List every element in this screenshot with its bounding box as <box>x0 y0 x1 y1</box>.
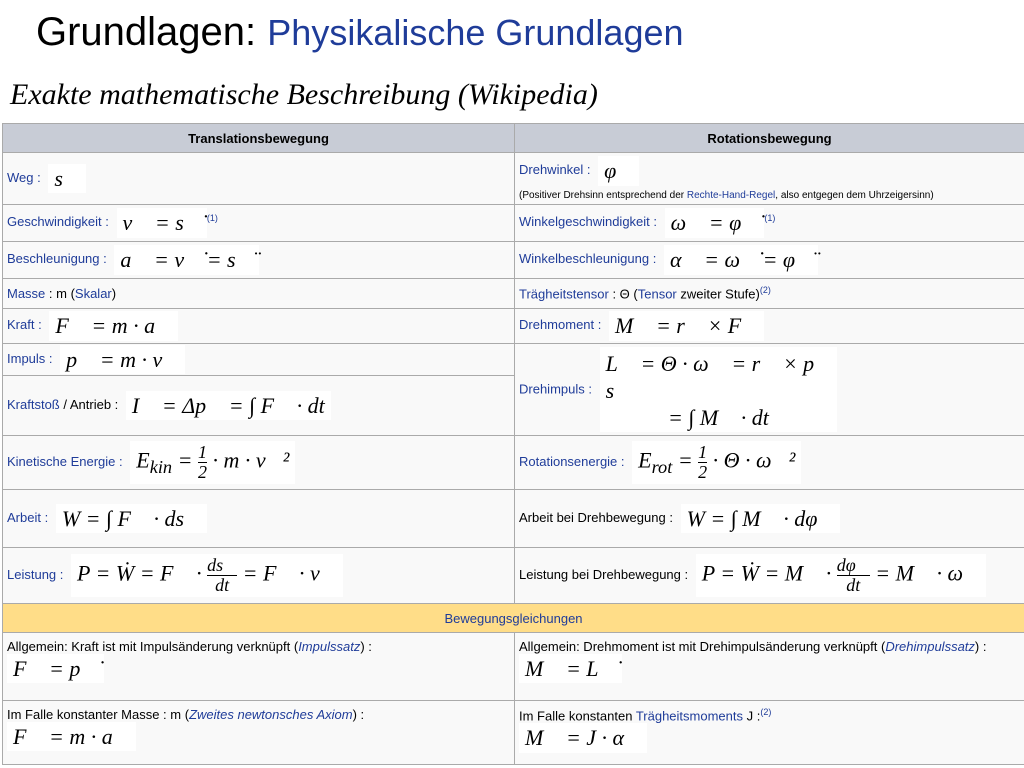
link-arbeit[interactable]: Arbeit : <box>7 509 49 525</box>
link-geschwindigkeit[interactable]: Geschwindigkeit : <box>7 214 109 230</box>
link-impulssatz[interactable]: Impulssatz <box>298 639 361 654</box>
link-rotationsenergie[interactable]: Rotationsenergie : <box>519 453 625 469</box>
footnote-2[interactable]: (2) <box>760 707 772 717</box>
formula-drehimpulssatz: M⃗ = L⃗̇ <box>519 654 622 683</box>
link-masse[interactable]: Masse <box>7 286 46 301</box>
link-drehimpuls[interactable]: Drehimpuls : <box>519 380 592 396</box>
formula-leistung: P = Ẇ = F⃗ · $\frac{ds⃗}{dt}$ = F⃗ · v⃗ <box>71 554 343 597</box>
cell-arbeit-drehbewegung <box>515 490 1024 548</box>
formula-drehimpuls: L⃗ = Θ · ω⃗ = r⃗ × p⃗ s = ∫ M⃗ · dt <box>600 347 838 433</box>
link-tensor[interactable]: Tensor <box>637 286 677 302</box>
link-impuls[interactable]: Impuls : <box>7 350 53 366</box>
cell-drehimpuls <box>515 344 1024 436</box>
formula-weg: s⃗ <box>48 164 86 193</box>
label-arbeit-drehbewegung: Arbeit bei Drehbewegung : <box>519 509 673 525</box>
formula-kinetische-energie: $E_{kin}$ = $\frac{1}{2}$ · m · v⃗² <box>130 441 295 484</box>
footnote-2[interactable]: (2) <box>759 285 771 296</box>
link-kinetische-energie[interactable]: Kinetische Energie : <box>7 453 123 469</box>
formula-rotationsenergie: $E_{rot}$ = $\frac{1}{2}$ · Θ · ω⃗² <box>632 441 801 484</box>
cell-drehimpulssatz: Allgemein: Drehmoment ist mit Drehimpulsänderung verknüpft (Drehimpulssatz) : M⃗ = L⃗̇ <box>515 633 1024 701</box>
formula-impuls: p⃗ = m · v⃗ <box>60 345 185 374</box>
header-rotation: Rotationsbewegung <box>515 124 1024 153</box>
section-bewegungsgleichungen: Bewegungsgleichungen <box>3 604 1024 633</box>
cell-leistung-drehbewegung <box>515 548 1024 604</box>
link-traegheitstensor[interactable]: Trägheitstensor <box>519 286 609 302</box>
cell-impulssatz: Allgemein: Kraft ist mit Impulsänderung verknüpft (Impulssatz) : F⃗ = p⃗̇ <box>3 633 515 701</box>
link-winkelbeschleunigung[interactable]: Winkelbeschleunigung : <box>519 251 657 267</box>
cell-weg <box>3 153 515 205</box>
formula-kraftstoss: I⃗ = Δp⃗ = ∫ F⃗ · dt <box>126 391 331 420</box>
cell-traegheitsmoment: Im Falle konstanten Trägheitsmoments J :$^{(2)}$ M⃗ = J · α⃗ <box>515 701 1024 765</box>
cell-winkelgeschwindigkeit <box>515 205 1024 242</box>
cell-arbeit <box>3 490 515 548</box>
cell-masse: Masse : m (Skalar) <box>3 279 515 309</box>
formula-winkelgeschwindigkeit: ω⃗ = φ⃗̇ <box>665 208 765 237</box>
link-winkelgeschwindigkeit[interactable]: Winkelgeschwindigkeit : <box>519 214 658 230</box>
label-leistung-drehbewegung: Leistung bei Drehbewegung : <box>519 566 689 582</box>
formula-drehmoment: M⃗ = r⃗ × F⃗ <box>609 311 764 340</box>
cell-winkelbeschleunigung <box>515 242 1024 279</box>
formula-traegheitsmoment: M⃗ = J · α⃗ <box>519 723 647 752</box>
formula-winkelbeschleunigung: α⃗ = ω⃗̇ = φ⃗̈ <box>664 245 818 274</box>
link-drehimpulssatz[interactable]: Drehimpulssatz <box>885 639 975 654</box>
link-kraft[interactable]: Kraft : <box>7 317 42 333</box>
footnote-1[interactable]: (1) <box>764 213 776 224</box>
formula-arbeit: W = ∫ F⃗ · ds⃗ <box>56 504 207 533</box>
formula-arbeit-drehbewegung: W = ∫ M⃗ · dφ⃗ <box>681 504 841 533</box>
link-leistung[interactable]: Leistung : <box>7 566 64 582</box>
footnote-1[interactable]: (1) <box>206 213 218 224</box>
formula-drehimpuls-s: s <box>605 377 615 403</box>
cell-kraft <box>3 309 515 344</box>
slide-title <box>36 10 684 55</box>
formula-impulssatz: F⃗ = p⃗̇ <box>7 654 104 683</box>
formula-kraft: F⃗ = m · a⃗ <box>49 311 178 340</box>
cell-impuls <box>3 344 515 376</box>
formula-newton: F⃗ = m · a⃗ <box>7 722 136 751</box>
cell-beschleunigung <box>3 242 515 279</box>
cell-kinetische-energie <box>3 436 515 490</box>
title-sub: Physikalische Grundlagen <box>267 12 684 53</box>
title-main: Grundlagen: <box>36 10 257 54</box>
link-drehmoment[interactable]: Drehmoment : <box>519 317 602 333</box>
formula-drehwinkel: φ⃗ <box>598 156 639 185</box>
link-rechte-hand-regel[interactable]: Rechte-Hand-Regel <box>686 189 776 201</box>
slide-subtitle: Exakte mathematische Beschreibung (Wikipedia) <box>10 78 598 111</box>
link-zweites-newtonsches-axiom[interactable]: Zweites newtonsches Axiom <box>189 707 353 722</box>
formula-geschwindigkeit: v⃗ = s⃗̇ <box>117 208 207 237</box>
drehwinkel-note: (Positiver Drehsinn entsprechend der Rechte-Hand-Regel, also entgegen dem Uhrzeigersinn) <box>519 189 934 201</box>
link-skalar[interactable]: Skalar <box>74 286 112 301</box>
cell-leistung <box>3 548 515 604</box>
link-drehwinkel[interactable]: Drehwinkel : <box>519 162 591 178</box>
formula-beschleunigung: a⃗ = v⃗̇ = s⃗̈ <box>114 245 258 274</box>
cell-kraftstoss: Kraftstoß / Antrieb : I⃗ = Δp⃗ = ∫ F⃗ · dt <box>3 376 515 436</box>
cell-rotationsenergie <box>515 436 1024 490</box>
formula-leistung-drehbewegung: P = Ẇ = M⃗ · $\frac{d\varphi⃗}{dt}$ = M⃗ · ω⃗ <box>696 554 986 597</box>
cell-drehmoment <box>515 309 1024 344</box>
header-translation: Translationsbewegung <box>3 124 515 153</box>
link-kraftstoss[interactable]: Kraftstoß <box>7 396 60 412</box>
cell-drehwinkel <box>515 153 1024 205</box>
cell-geschwindigkeit <box>3 205 515 242</box>
link-weg[interactable]: Weg : <box>7 169 41 185</box>
physics-table <box>2 123 1024 765</box>
cell-traegheitstensor: Trägheitstensor : Θ (Tensor zweiter Stufe)$^{(2)}$ <box>515 279 1024 309</box>
link-beschleunigung[interactable]: Beschleunigung : <box>7 251 107 267</box>
link-traegheitsmoment[interactable]: Trägheitsmoments <box>635 708 743 724</box>
cell-newton: Im Falle konstanter Masse : m (Zweites newtonsches Axiom) : F⃗ = m · a⃗ <box>3 701 515 765</box>
